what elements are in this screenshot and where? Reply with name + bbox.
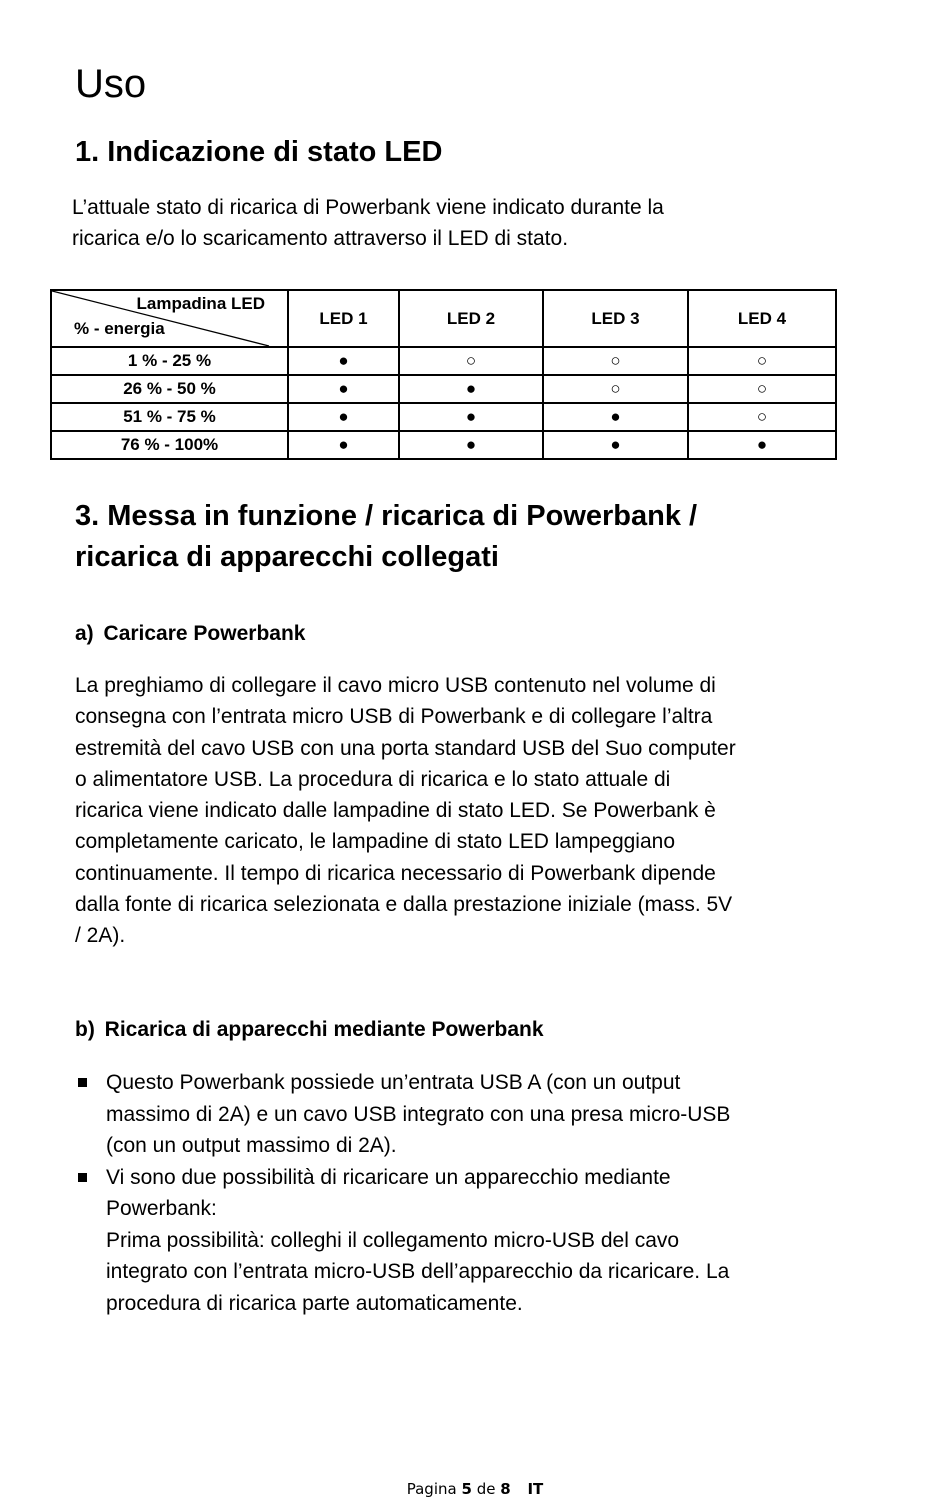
list-item-line: Prima possibilità: colleghi il collegamento micro-USB del cavo <box>106 1228 680 1252</box>
corner-label-energy: % - energia <box>74 319 165 338</box>
led-indicator: ● <box>288 347 399 375</box>
section-1-intro <box>72 192 872 255</box>
footer-prefix: Pagina <box>406 1480 457 1498</box>
led-indicator: ● <box>399 431 543 459</box>
row-label: 76 % - 100% <box>51 431 288 459</box>
table-row <box>51 375 836 403</box>
led-indicator: ○ <box>688 403 836 431</box>
led-indicator: ● <box>399 375 543 403</box>
led-status-table <box>50 289 837 460</box>
led-indicator: ● <box>288 403 399 431</box>
list-item-line: Questo Powerbank possiede un’entrata USB A (con un output <box>106 1071 681 1094</box>
row-label: 1 % - 25 % <box>51 347 288 375</box>
list-item-line: Powerbank: <box>106 1197 217 1220</box>
led-indicator: ○ <box>688 347 836 375</box>
led-indicator: ● <box>543 431 688 459</box>
table-row <box>51 431 836 459</box>
list-item-line: procedura di ricarica parte automaticamente. <box>106 1291 523 1315</box>
footer-language: IT <box>527 1480 544 1498</box>
column-header: LED 1 <box>288 290 399 347</box>
section-3-heading <box>75 496 697 578</box>
row-label: 51 % - 75 % <box>51 403 288 431</box>
bullet-square-icon <box>78 1078 87 1087</box>
subsection-b-title: Ricarica di apparecchi mediante Powerbank <box>104 1018 544 1041</box>
footer-page-number: 5 <box>461 1480 472 1498</box>
list-item-line: massimo di 2A) e un cavo USB integrato con una presa micro-USB <box>106 1102 731 1126</box>
list-item-line: Vi sono due possibilità di ricaricare un apparecchio mediante <box>106 1165 671 1189</box>
table-row <box>51 347 836 375</box>
column-header: LED 3 <box>543 290 688 347</box>
led-indicator: ● <box>288 375 399 403</box>
body-line: / 2A). <box>75 924 126 948</box>
footer-de: de <box>476 1480 496 1498</box>
intro-line: ricarica e/o lo scaricamento attraverso il LED di stato. <box>72 227 569 251</box>
led-indicator: ○ <box>688 375 836 403</box>
led-indicator: ● <box>688 431 836 459</box>
subsection-b-heading <box>75 1018 544 1042</box>
subsection-b-label: b) <box>75 1018 95 1041</box>
body-line: consegna con l’entrata micro USB di Powerbank e di collegare l’altra <box>75 705 713 729</box>
body-line: o alimentatore USB. La procedura di ricarica e lo stato attuale di <box>75 767 671 791</box>
body-line: dalla fonte di ricarica selezionata e dalla prestazione iniziale (mass. 5V <box>75 893 733 917</box>
table-row <box>51 403 836 431</box>
led-indicator: ● <box>543 403 688 431</box>
list-item <box>75 1162 895 1320</box>
subsection-a-body <box>75 670 895 952</box>
table-header-row <box>51 290 836 347</box>
led-indicator: ○ <box>543 347 688 375</box>
corner-label-led: Lampadina LED <box>136 294 265 313</box>
page-footer <box>0 1480 950 1498</box>
subsection-a-label: a) <box>75 622 94 645</box>
led-indicator: ● <box>288 431 399 459</box>
body-line: completamente caricato, le lampadine di stato LED lampeggiano <box>75 830 676 854</box>
column-header: LED 2 <box>399 290 543 347</box>
body-line: La preghiamo di collegare il cavo micro USB contenuto nel volume di <box>75 674 716 697</box>
subsection-a-title: Caricare Powerbank <box>103 622 306 645</box>
list-item-line: (con un output massimo di 2A). <box>106 1134 397 1157</box>
subsection-b-list <box>75 1067 895 1319</box>
led-indicator: ● <box>399 403 543 431</box>
subsection-a-heading <box>75 622 305 646</box>
row-label: 26 % - 50 % <box>51 375 288 403</box>
section-1-heading: 1. Indicazione di stato LED <box>75 136 443 168</box>
body-line: continuamente. Il tempo di ricarica necessario di Powerbank dipende <box>75 861 716 885</box>
body-line: estremità del cavo USB con una porta standard USB del Suo computer <box>75 736 736 760</box>
page-title: Uso <box>75 62 147 106</box>
column-header: LED 4 <box>688 290 836 347</box>
section-3-heading-line: 3. Messa in funzione / ricarica di Powerbank / <box>75 500 698 532</box>
led-indicator: ○ <box>543 375 688 403</box>
bullet-square-icon <box>78 1173 87 1182</box>
list-item <box>75 1067 895 1162</box>
footer-page-total: 8 <box>500 1480 511 1498</box>
body-line: ricarica viene indicato dalle lampadine di stato LED. Se Powerbank è <box>75 799 716 823</box>
table-corner-cell <box>51 290 288 347</box>
section-3-heading-line: ricarica di apparecchi collegati <box>75 541 499 573</box>
intro-line: L’attuale stato di ricarica di Powerbank viene indicato durante la <box>72 196 664 219</box>
led-indicator: ○ <box>399 347 543 375</box>
list-item-line: integrato con l’entrata micro-USB dell’apparecchio da ricaricare. La <box>106 1260 730 1283</box>
